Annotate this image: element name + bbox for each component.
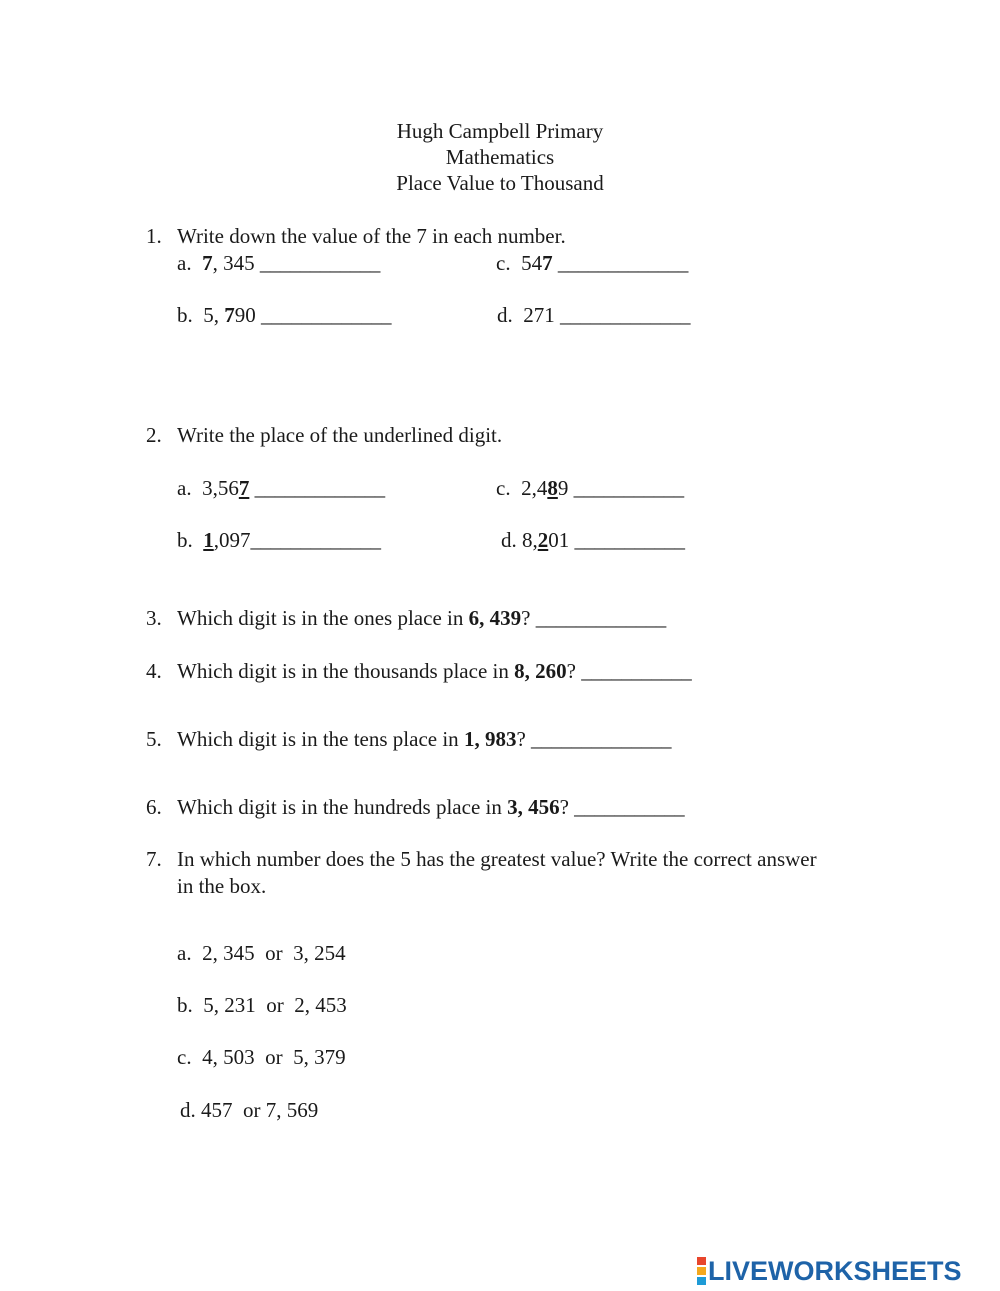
answer-blank[interactable]: ___________: [574, 795, 685, 819]
logo-blocks-icon: [697, 1256, 706, 1286]
option-label: c.: [177, 1045, 192, 1069]
q3-question: [177, 608, 666, 629]
bold-number: 6, 439: [468, 606, 522, 630]
q4-question: [177, 661, 691, 682]
q1-item-d: [497, 305, 690, 326]
number-pre: 2,4: [521, 476, 548, 500]
q2-item-c: [496, 478, 684, 499]
option-text: 4, 503 or 5, 379: [202, 1045, 346, 1069]
bold-digit: 7: [224, 303, 235, 327]
item-label: b.: [177, 303, 193, 327]
answer-blank[interactable]: _____________: [250, 528, 381, 552]
bold-digit: 7: [202, 251, 213, 275]
q7-option-d[interactable]: [180, 1100, 318, 1121]
number-pre: 271: [523, 303, 555, 327]
logo-text: LIVEWORKSHEETS: [708, 1255, 962, 1286]
underlined-digit: 7: [238, 476, 250, 500]
bold-number: 1, 983: [463, 727, 517, 751]
answer-blank[interactable]: ______________: [531, 727, 672, 751]
q2-prompt: Write the place of the underlined digit.: [177, 423, 503, 447]
question-tail: ?: [559, 795, 575, 819]
question-text: Which digit is in the ones place in: [177, 606, 469, 630]
number-rest: ,097: [213, 528, 251, 552]
answer-blank[interactable]: ___________: [573, 476, 684, 500]
school-name: Hugh Campbell Primary: [396, 119, 604, 143]
number-rest: 01: [548, 528, 570, 552]
q2-number: 2.: [146, 423, 162, 447]
question-tail: ?: [516, 727, 532, 751]
option-text: 457 or 7, 569: [201, 1098, 319, 1122]
q2-item-a: [177, 478, 385, 499]
topic-title: Place Value to Thousand: [396, 171, 604, 195]
number-pre: 8,: [522, 528, 538, 552]
answer-blank[interactable]: _____________: [557, 251, 688, 275]
item-label: a.: [177, 476, 192, 500]
q6-number: 6.: [146, 795, 162, 819]
item-label: b.: [177, 528, 193, 552]
number-rest: 9: [557, 476, 569, 500]
q5-number: 5.: [146, 727, 162, 751]
item-label: c.: [496, 251, 511, 275]
item-label: c.: [496, 476, 511, 500]
answer-blank[interactable]: ____________: [259, 251, 380, 275]
answer-blank[interactable]: _____________: [254, 476, 385, 500]
q3-number: 3.: [146, 606, 162, 630]
option-text: 2, 345 or 3, 254: [202, 941, 346, 965]
option-label: b.: [177, 993, 193, 1017]
item-label: a.: [177, 251, 192, 275]
underlined-digit: 8: [547, 476, 558, 500]
q1-item-c: [496, 253, 688, 274]
answer-blank[interactable]: _____________: [535, 606, 666, 630]
q2-item-d: [501, 530, 685, 551]
bold-number: 3, 456: [507, 795, 560, 819]
option-text: 5, 231 or 2, 453: [203, 993, 347, 1017]
question-text: Which digit is in the hundreds place in: [177, 795, 508, 819]
question-text: Which digit is in the tens place in: [177, 727, 464, 751]
q7-number: 7.: [146, 847, 162, 871]
q7-prompt-line1: In which number does the 5 has the greatest value? Write the correct answer: [177, 847, 817, 871]
logo-block: [697, 1267, 706, 1275]
q7-option-a[interactable]: [177, 943, 346, 964]
subject-title: Mathematics: [445, 145, 555, 169]
question-tail: ?: [566, 659, 582, 683]
liveworksheets-logo: [697, 1256, 962, 1286]
q1-item-a: [177, 253, 380, 274]
q1-item-b: [177, 305, 391, 326]
question-tail: ?: [521, 606, 536, 630]
number-pre: 54: [521, 251, 543, 275]
bold-digit: 7: [542, 251, 553, 275]
answer-blank[interactable]: ___________: [581, 659, 692, 683]
q2-item-b: [177, 530, 381, 551]
q7-option-b[interactable]: [177, 995, 347, 1016]
q1-prompt: Write down the value of the 7 in each number.: [177, 224, 566, 248]
item-label: d.: [497, 303, 513, 327]
underlined-digit: 1: [203, 528, 214, 552]
answer-blank[interactable]: _____________: [261, 303, 391, 327]
question-text: Which digit is in the thousands place in: [177, 659, 515, 683]
q1-number: 1.: [146, 224, 162, 248]
number-rest: 90: [234, 303, 256, 327]
option-label: d.: [180, 1098, 196, 1122]
option-label: a.: [177, 941, 192, 965]
item-label: d.: [501, 528, 517, 552]
answer-blank[interactable]: ___________: [574, 528, 685, 552]
underlined-digit: 2: [537, 528, 549, 552]
logo-block: [697, 1277, 706, 1285]
q4-number: 4.: [146, 659, 162, 683]
number-pre: 3,56: [202, 476, 239, 500]
q7-option-c[interactable]: [177, 1047, 346, 1068]
q6-question: [177, 797, 684, 818]
number-rest: , 345: [212, 251, 255, 275]
q5-question: [177, 729, 671, 750]
number-pre: 5,: [203, 303, 225, 327]
answer-blank[interactable]: _____________: [560, 303, 690, 327]
bold-number: 8, 260: [514, 659, 567, 683]
q7-prompt-line2: in the box.: [177, 874, 267, 898]
logo-block: [697, 1257, 706, 1265]
